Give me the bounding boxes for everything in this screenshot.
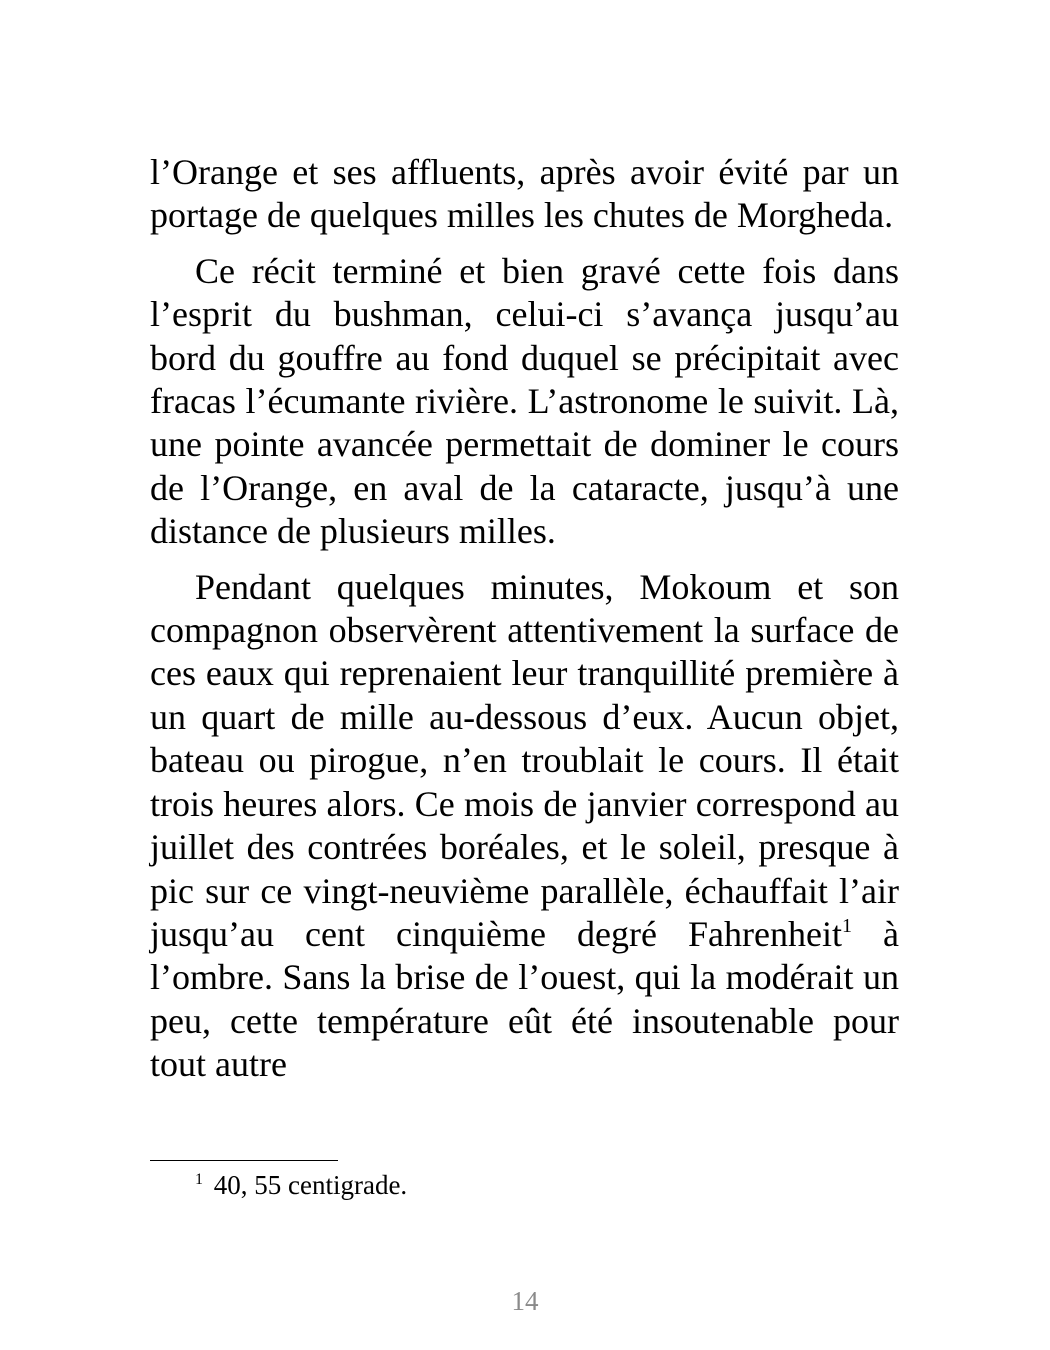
page-number: 14 <box>511 1286 539 1316</box>
page-body <box>150 151 899 1087</box>
paragraph-2: Ce récit terminé et bien gravé cette fois dans l’esprit du bushman, celui-ci s’avança jusqu’au bord du gouffre au fond duquel se précipitait avec fracas l’écumante rivière. L’astronome le suivit. Là, une pointe avancée permettait de dominer le cours de l’Orange, en aval de la cataracte, jusqu’à une distance de plusieurs milles. <box>150 250 899 552</box>
paragraph-3-text-b: à l’ombre. Sans la brise de l’ouest, qui la modérait un peu, cette température eût été insoutenable pour tout autre <box>150 913 899 1085</box>
paragraph-3 <box>150 566 899 1087</box>
paragraph-1: l’Orange et ses affluents, après avoir évité par un portage de quelques milles les chutes de Morgheda. <box>150 152 899 236</box>
footnote-reference[interactable]: 1 <box>841 914 852 937</box>
footnote-marker: 1 <box>195 1171 203 1188</box>
paragraph-3-text-a: Pendant quelques minutes, Mokoum et son compagnon observèrent attentivement la surface de ces eaux qui reprenaient leur tranquillité première à un quart de mille au-dessous d’eux. Aucun objet, bateau ou pirogue, n’en troublait le cours. Il était trois heures alors. Ce mois de janvier correspond au juillet des contrées boréales, et le soleil, presque à pic sur ce vingt-neuvième parallèle, échauffait l’air jusqu’au cent cinquième degré Fahrenheit <box>150 566 899 954</box>
footnote-text: 40, 55 centigrade. <box>207 1170 408 1200</box>
footnote-divider <box>150 1160 338 1161</box>
footnote <box>195 1168 407 1202</box>
